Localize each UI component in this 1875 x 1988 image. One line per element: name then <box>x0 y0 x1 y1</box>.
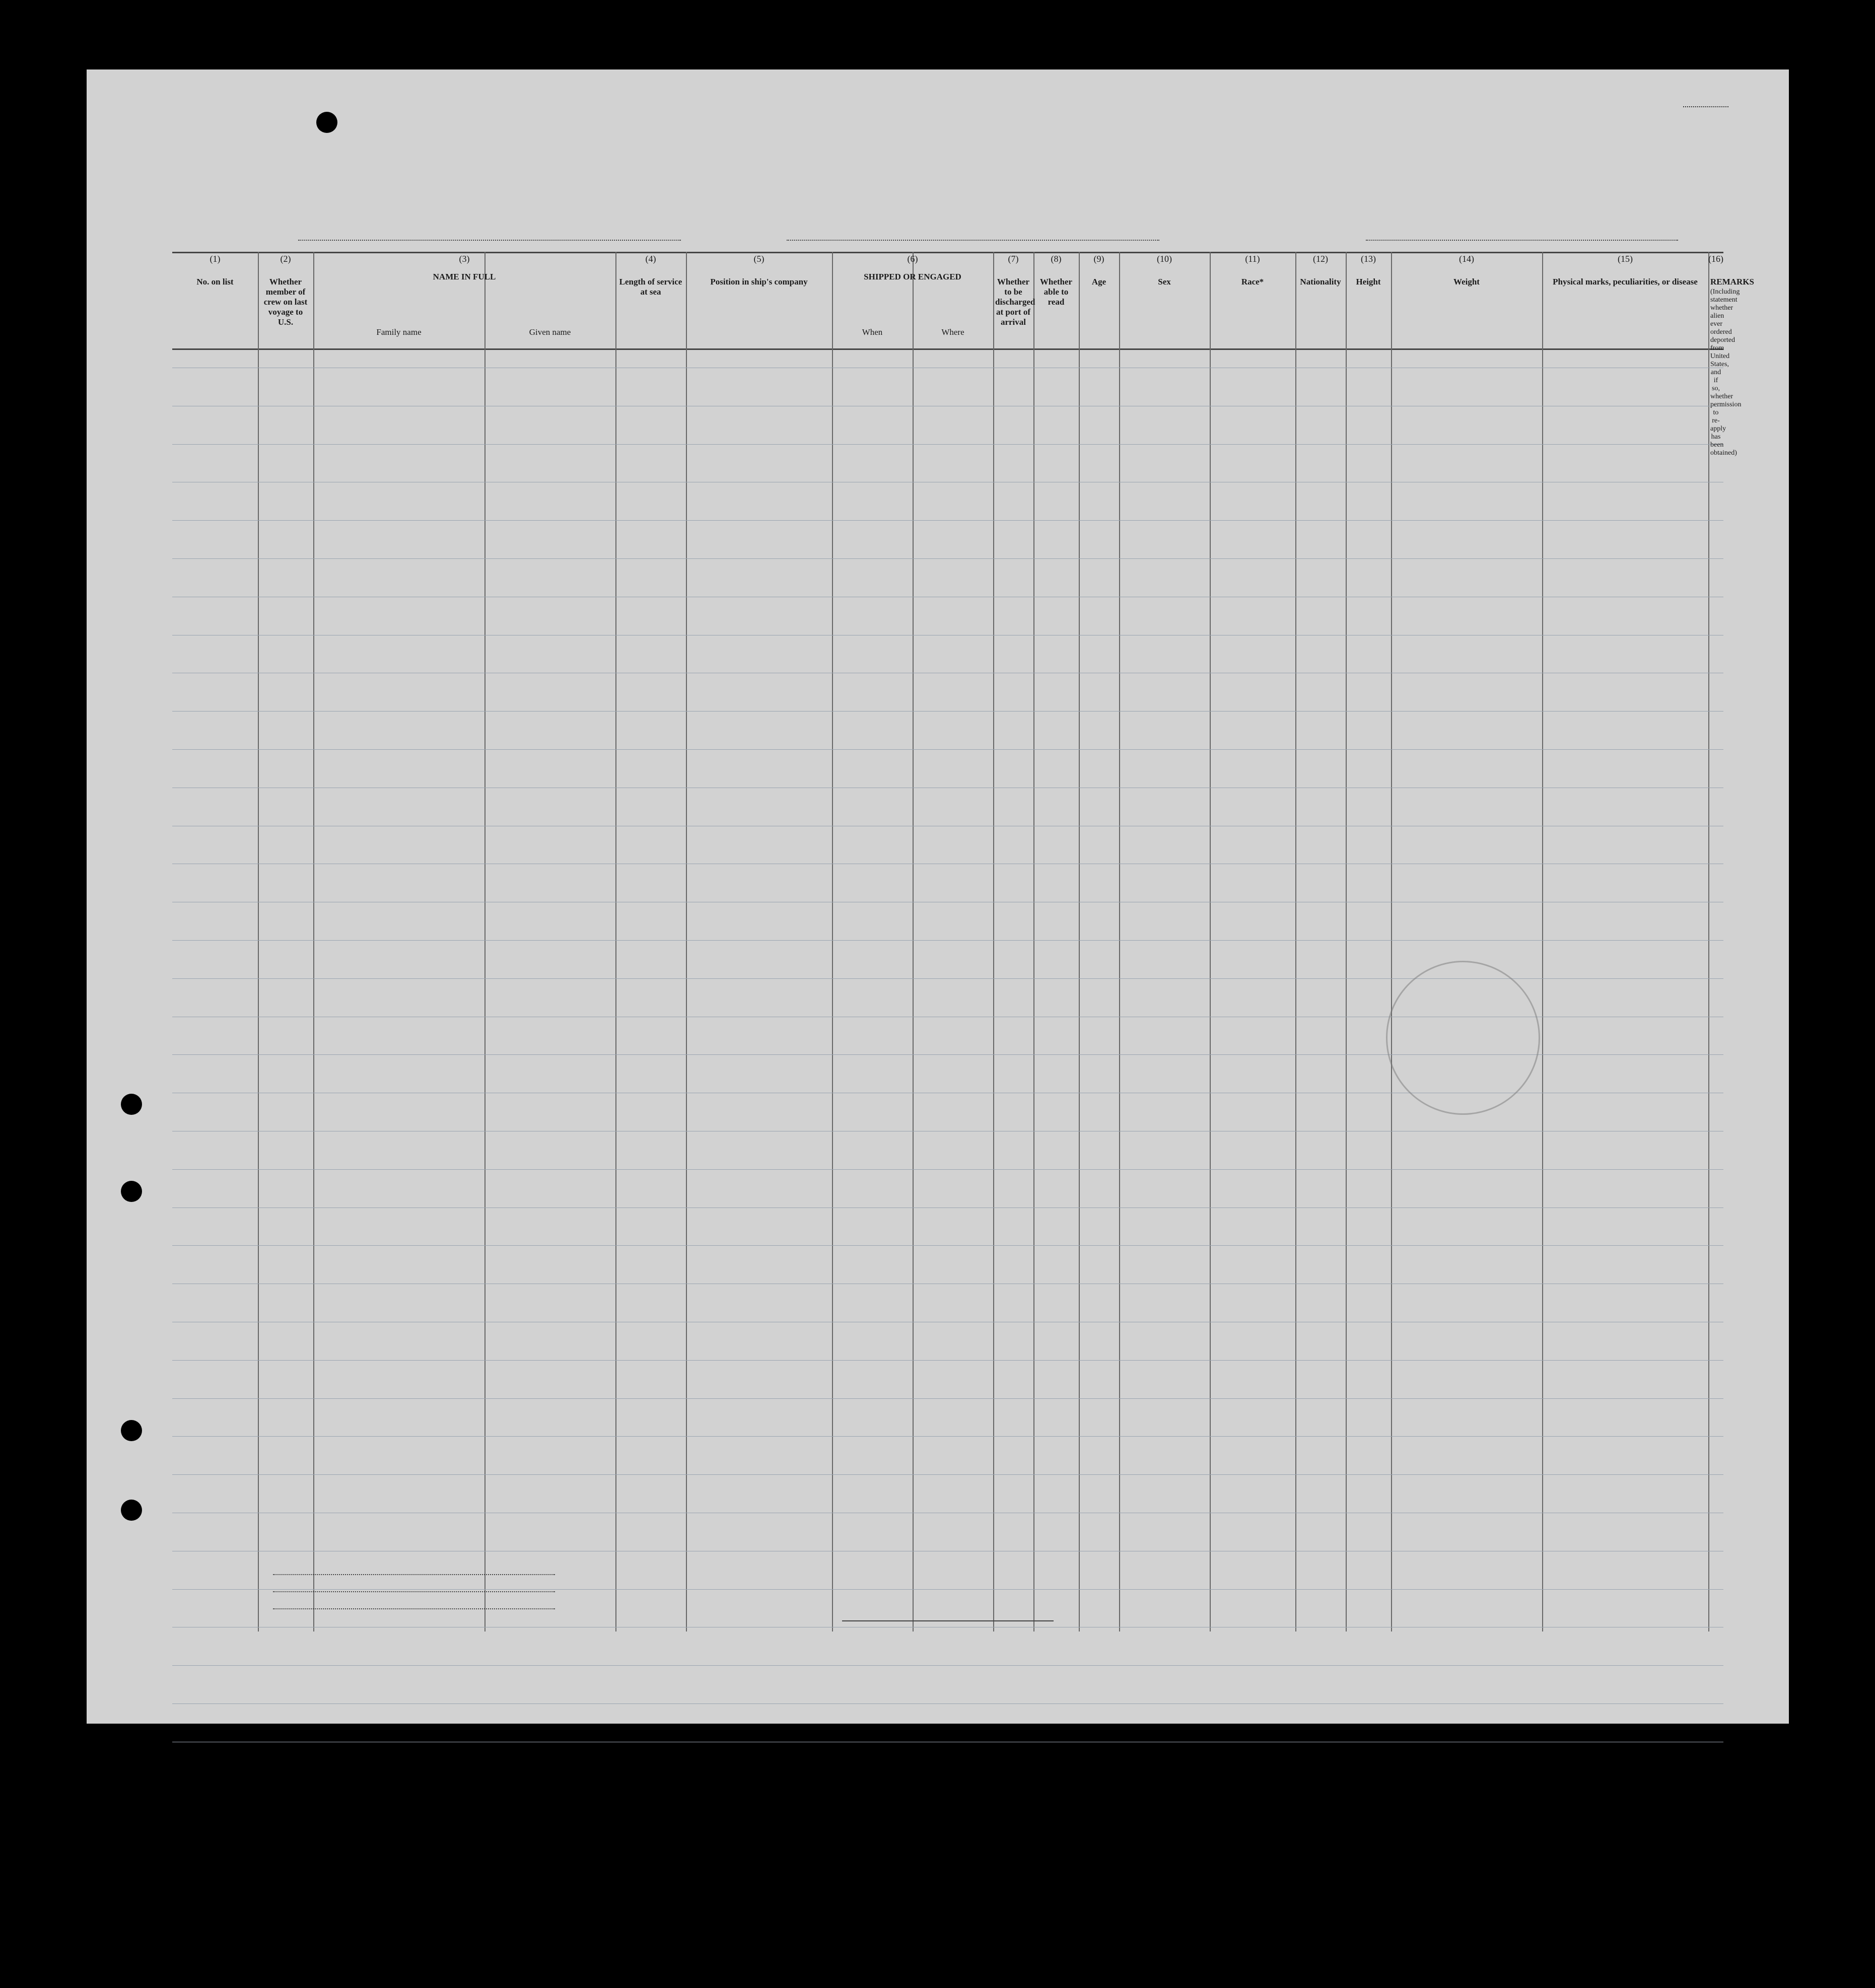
column-number: (6) <box>907 254 918 264</box>
column-rule <box>1542 252 1543 1631</box>
row-rule <box>172 1398 1723 1399</box>
column-number: (3) <box>459 254 470 264</box>
column-rule <box>686 252 687 1631</box>
column-number: (2) <box>280 254 291 264</box>
column-header: Whether member of crew on last voyage to U.S. <box>263 277 308 327</box>
row-rule <box>172 444 1723 445</box>
column-number: (4) <box>645 254 656 264</box>
column-number: (11) <box>1245 254 1260 264</box>
column-rule <box>1295 252 1296 1631</box>
column-rule <box>484 252 485 1631</box>
column-header: No. on list <box>196 277 234 287</box>
row-rule <box>172 1360 1723 1361</box>
punch-hole <box>121 1420 142 1441</box>
column-number: (5) <box>753 254 765 264</box>
column-rule <box>1391 252 1392 1631</box>
column-number: (8) <box>1051 254 1062 264</box>
column-subheader: Where <box>941 327 964 337</box>
punch-hole <box>121 1181 142 1202</box>
consulate-stamp <box>1386 961 1540 1115</box>
punch-hole <box>316 112 337 133</box>
row-rule <box>172 1589 1723 1590</box>
column-rule <box>1708 252 1709 1631</box>
column-subheader: When <box>862 327 883 337</box>
row-rule <box>172 1474 1723 1475</box>
column-rule <box>832 252 833 1631</box>
punch-hole <box>121 1094 142 1115</box>
column-rule <box>615 252 616 1631</box>
column-rule <box>313 252 314 1631</box>
column-header: SHIPPED OR ENGAGED <box>864 272 961 281</box>
sheet-number <box>1683 96 1728 111</box>
row-rule <box>172 1665 1723 1666</box>
column-number: (13) <box>1361 254 1376 264</box>
column-header: Nationality <box>1300 277 1341 287</box>
column-header: Whether to be discharged at port of arrival <box>995 277 1035 327</box>
row-rule <box>172 520 1723 521</box>
column-rule <box>993 252 994 1631</box>
column-header: REMARKS <box>1710 277 1754 287</box>
row-rule <box>172 1436 1723 1437</box>
column-rule <box>913 252 914 1631</box>
column-number: (9) <box>1093 254 1104 264</box>
column-subheader: Given name <box>529 327 571 337</box>
column-header: Race* <box>1241 277 1264 287</box>
column-number: (16) <box>1708 254 1723 264</box>
column-header: Height <box>1356 277 1381 287</box>
column-rule <box>258 252 259 1631</box>
row-rule <box>172 1245 1723 1246</box>
punch-hole <box>121 1500 142 1521</box>
column-header: Physical marks, peculiarities, or disease <box>1553 277 1698 287</box>
margin-annotations <box>107 261 147 583</box>
column-header: Whether able to read <box>1039 277 1073 307</box>
column-header: Sex <box>1158 277 1171 287</box>
column-header: NAME IN FULL <box>433 272 496 281</box>
column-header: Length of service at sea <box>619 277 682 297</box>
vessel-owners <box>273 1591 555 1592</box>
row-rule <box>172 749 1723 750</box>
row-rule <box>172 940 1723 941</box>
shipping-line <box>273 1574 555 1575</box>
column-header: Age <box>1091 277 1106 287</box>
column-subheader: Family name <box>376 327 422 337</box>
column-number: (15) <box>1618 254 1633 264</box>
column-number: (12) <box>1313 254 1328 264</box>
row-rule <box>172 711 1723 712</box>
column-header: Weight <box>1453 277 1480 287</box>
column-number: (10) <box>1157 254 1172 264</box>
crew-table <box>172 252 1754 1631</box>
column-rule <box>1033 252 1034 1631</box>
column-header: Position in ship's company <box>710 277 808 287</box>
column-header-note: (Including statement whether alien ever ordered deported from United States, and if so, whether permission to re-apply has been obtained) <box>1710 288 1742 457</box>
column-rule <box>1119 252 1120 1631</box>
column-rule <box>1079 252 1080 1631</box>
local-agents <box>273 1608 555 1609</box>
column-number: (7) <box>1008 254 1019 264</box>
manifest-sheet <box>87 69 1789 1724</box>
column-rule <box>1210 252 1211 1631</box>
column-number: (1) <box>210 254 221 264</box>
column-number: (14) <box>1459 254 1474 264</box>
row-rule <box>172 558 1723 559</box>
vessel-line <box>107 216 1678 246</box>
row-rule <box>172 1169 1723 1170</box>
column-rule <box>1346 252 1347 1631</box>
row-rule <box>172 1703 1723 1704</box>
